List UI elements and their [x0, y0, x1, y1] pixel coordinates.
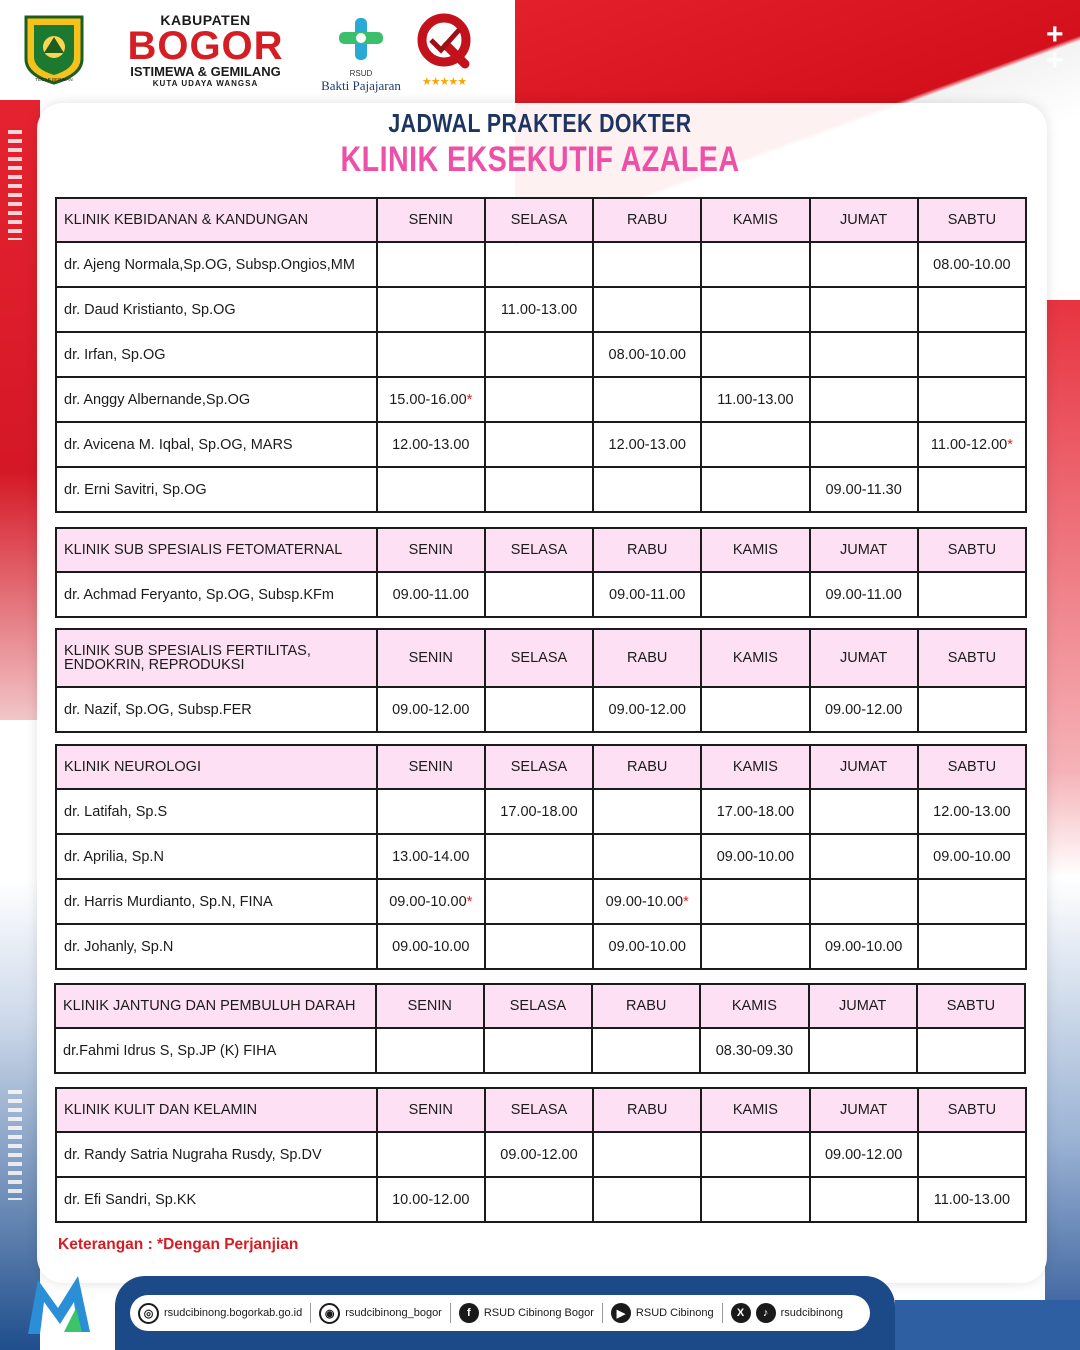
- schedule-cell: 12.00-13.00: [377, 422, 485, 467]
- page-title: JADWAL PRAKTEK DOKTER: [388, 108, 692, 138]
- motto-text: KUTA UDAYA WANGSA: [152, 79, 259, 88]
- schedule-cell: [701, 332, 809, 377]
- schedule-cell: [810, 377, 918, 422]
- table-header-row: [56, 629, 1026, 687]
- day-header: SABTU: [918, 198, 1026, 242]
- schedule-cell: [918, 924, 1026, 969]
- day-header: SABTU: [918, 745, 1026, 789]
- schedule-cell: [810, 422, 918, 467]
- divider: [450, 1303, 451, 1323]
- plus-icon: +: [1046, 44, 1064, 77]
- schedule-cell: [485, 422, 593, 467]
- schedule-table-neurologi: [55, 744, 1027, 970]
- schedule-cell: 09.00-10.00: [377, 924, 485, 969]
- schedule-cell: [918, 332, 1026, 377]
- day-header: KAMIS: [701, 198, 809, 242]
- day-header: KAMIS: [700, 984, 808, 1028]
- schedule-cell: [485, 1177, 593, 1222]
- schedule-cell: [701, 1132, 809, 1177]
- schedule-cell: [485, 879, 593, 924]
- footnote: Keterangan : *Dengan Perjanjian: [58, 1236, 299, 1253]
- schedule-cell: 09.00-10.00: [701, 834, 809, 879]
- schedule-cell: [377, 1132, 485, 1177]
- table-row: [56, 834, 1026, 879]
- day-header: JUMAT: [810, 1088, 918, 1132]
- table-row: [56, 1132, 1026, 1177]
- doctor-name: dr. Anggy Albernande,Sp.OG: [56, 377, 377, 422]
- schedule-cell: 08.00-10.00: [593, 332, 701, 377]
- doctor-name: dr. Harris Murdianto, Sp.N, FINA: [56, 879, 377, 924]
- schedule-cell: [918, 287, 1026, 332]
- schedule-cell: [484, 1028, 592, 1073]
- schedule-cell: [810, 834, 918, 879]
- schedule-cell: [810, 1177, 918, 1222]
- doctor-name: dr. Aprilia, Sp.N: [56, 834, 377, 879]
- schedule-cell: [810, 332, 918, 377]
- rating-stars: ★★★★★: [421, 76, 467, 88]
- facebook-text: RSUD Cibinong Bogor: [483, 1307, 594, 1319]
- doctor-name: dr. Johanly, Sp.N: [56, 924, 377, 969]
- doctor-name: dr. Nazif, Sp.OG, Subsp.FER: [56, 687, 377, 732]
- bogor-text: BOGOR: [127, 24, 284, 68]
- schedule-cell: [485, 467, 593, 512]
- table-row: [56, 1177, 1026, 1222]
- schedule-cell: [917, 1028, 1025, 1073]
- schedule-cell: [701, 242, 809, 287]
- instagram-text: rsudcibinong_bogor: [345, 1307, 442, 1319]
- schedule-cell: [810, 879, 918, 924]
- appointment-asterisk: *: [466, 893, 473, 910]
- schedule-cell: 17.00-18.00: [701, 789, 809, 834]
- schedule-cell: 09.00-12.00: [377, 687, 485, 732]
- day-header: JUMAT: [810, 528, 918, 572]
- clinic-name: KLINIK KULIT DAN KELAMIN: [56, 1088, 377, 1132]
- doctor-name: dr. Ajeng Normala,Sp.OG, Subsp.Ongios,MM: [56, 242, 377, 287]
- schedule-cell: [592, 1028, 700, 1073]
- table-row: [56, 332, 1026, 377]
- instagram-link[interactable]: [319, 1303, 442, 1324]
- schedule-cell: [918, 879, 1026, 924]
- schedule-cell: [377, 287, 485, 332]
- tiktok-icon: ♪: [756, 1303, 776, 1323]
- schedule-cell: 08.30-09.30: [700, 1028, 808, 1073]
- doctor-name: dr. Daud Kristianto, Sp.OG: [56, 287, 377, 332]
- schedule-cell: 09.00-12.00: [485, 1132, 593, 1177]
- table-row: [56, 422, 1026, 467]
- day-header: SENIN: [377, 528, 485, 572]
- kabupaten-emblem: [22, 13, 86, 85]
- schedule-cell: [485, 332, 593, 377]
- youtube-icon: ▶: [611, 1303, 631, 1323]
- table-header-row: [56, 745, 1026, 789]
- m-brand-logo: [24, 1268, 96, 1340]
- schedule-cell: 11.00-13.00: [485, 287, 593, 332]
- facebook-link[interactable]: [459, 1303, 594, 1323]
- day-header: SELASA: [485, 1088, 593, 1132]
- schedule-cell: 09.00-12.00: [810, 687, 918, 732]
- schedule-cell: [593, 1132, 701, 1177]
- day-header: JUMAT: [810, 745, 918, 789]
- schedule-cell: 09.00-11.00: [810, 572, 918, 617]
- doctor-name: dr. Efi Sandri, Sp.KK: [56, 1177, 377, 1222]
- tagline-text: ISTIMEWA & GEMILANG: [130, 64, 281, 79]
- schedule-cell: [485, 377, 593, 422]
- day-header: JUMAT: [809, 984, 917, 1028]
- clinic-name: KLINIK JANTUNG DAN PEMBULUH DARAH: [55, 984, 376, 1028]
- schedule-cell: 12.00-13.00: [593, 422, 701, 467]
- divider: [602, 1303, 603, 1323]
- schedule-cell: [701, 467, 809, 512]
- page-subtitle: KLINIK EKSEKUTIF AZALEA: [340, 140, 740, 179]
- schedule-cell: [377, 332, 485, 377]
- accreditation-logo: [410, 12, 478, 90]
- schedule-cell: [918, 377, 1026, 422]
- schedule-cell: [485, 834, 593, 879]
- clinic-name: KLINIK SUB SPESIALIS FERTILITAS, ENDOKRIN, REPRODUKSI: [56, 629, 377, 687]
- schedule-cell: 13.00-14.00: [377, 834, 485, 879]
- schedule-cell: 12.00-13.00: [918, 789, 1026, 834]
- day-header: KAMIS: [701, 745, 809, 789]
- schedule-cell: 09.00-11.00: [593, 572, 701, 617]
- divider: [722, 1303, 723, 1323]
- schedule-cell: [593, 1177, 701, 1222]
- schedule-cell: [377, 789, 485, 834]
- schedule-cell: [593, 242, 701, 287]
- schedule-cell: [593, 467, 701, 512]
- day-header: SELASA: [484, 984, 592, 1028]
- globe-icon: ◎: [138, 1303, 159, 1324]
- schedule-cell: [918, 1132, 1026, 1177]
- youtube-link[interactable]: [611, 1303, 714, 1323]
- cross-icon: [335, 14, 387, 64]
- day-header: SABTU: [918, 629, 1026, 687]
- day-header: SABTU: [918, 1088, 1026, 1132]
- day-header: RABU: [593, 629, 701, 687]
- schedule-cell: [593, 287, 701, 332]
- schedule-cell: [485, 924, 593, 969]
- schedule-cell: 09.00-10.00*: [377, 879, 485, 924]
- day-header: KAMIS: [701, 528, 809, 572]
- day-header: SELASA: [485, 629, 593, 687]
- youtube-text: RSUD Cibinong: [635, 1307, 714, 1319]
- day-header: RABU: [593, 745, 701, 789]
- schedule-cell: [593, 789, 701, 834]
- background-right-strip: [1045, 300, 1080, 1350]
- day-header: SENIN: [377, 629, 485, 687]
- doctor-name: dr. Latifah, Sp.S: [56, 789, 377, 834]
- schedule-cell: 09.00-12.00: [810, 1132, 918, 1177]
- schedule-cell: [376, 1028, 484, 1073]
- day-header: RABU: [593, 198, 701, 242]
- schedule-cell: [377, 242, 485, 287]
- schedule-cell: [918, 572, 1026, 617]
- table-row: [56, 572, 1026, 617]
- footer-corner: [895, 1300, 1080, 1350]
- day-header: KAMIS: [701, 629, 809, 687]
- day-header: JUMAT: [810, 198, 918, 242]
- schedule-table-kebidanan: [55, 197, 1027, 513]
- table-row: [56, 287, 1026, 332]
- schedule-cell: [810, 242, 918, 287]
- schedule-cell: 08.00-10.00: [918, 242, 1026, 287]
- table-row: [56, 687, 1026, 732]
- schedule-cell: [809, 1028, 917, 1073]
- table-row: [56, 924, 1026, 969]
- clinic-name: KLINIK NEUROLOGI: [56, 745, 377, 789]
- schedule-table-fertilitas: [55, 628, 1027, 733]
- schedule-cell: 09.00-12.00: [593, 687, 701, 732]
- kabupaten-text: KABUPATEN: [160, 12, 251, 28]
- table-row: [56, 467, 1026, 512]
- x-tiktok-text: rsudcibinong: [780, 1307, 843, 1319]
- day-header: JUMAT: [810, 629, 918, 687]
- appointment-asterisk: *: [466, 391, 473, 408]
- schedule-table-jantung: [54, 983, 1026, 1074]
- schedule-cell: 15.00-16.00*: [377, 377, 485, 422]
- table-row: [55, 1028, 1025, 1073]
- day-header: RABU: [593, 528, 701, 572]
- doctor-name: dr. Erni Savitri, Sp.OG: [56, 467, 377, 512]
- table-header-row: [56, 198, 1026, 242]
- day-header: SELASA: [485, 745, 593, 789]
- day-header: RABU: [593, 1088, 701, 1132]
- schedule-cell: [701, 1177, 809, 1222]
- decorative-dots: [8, 1090, 22, 1200]
- day-header: SENIN: [377, 745, 485, 789]
- day-header: SENIN: [377, 1088, 485, 1132]
- divider: [310, 1303, 311, 1323]
- day-header: SENIN: [376, 984, 484, 1028]
- table-header-row: [56, 528, 1026, 572]
- table-row: [56, 879, 1026, 924]
- doctor-name: dr. Achmad Feryanto, Sp.OG, Subsp.KFm: [56, 572, 377, 617]
- rsud-small-text: RSUD: [349, 69, 373, 78]
- schedule-cell: 09.00-11.00: [377, 572, 485, 617]
- schedule-cell: 09.00-10.00: [810, 924, 918, 969]
- doctor-name: dr.Fahmi Idrus S, Sp.JP (K) FIHA: [55, 1028, 376, 1073]
- schedule-cell: [485, 687, 593, 732]
- schedule-cell: [701, 287, 809, 332]
- clinic-name: KLINIK SUB SPESIALIS FETOMATERNAL: [56, 528, 377, 572]
- schedule-cell: 11.00-12.00*: [918, 422, 1026, 467]
- social-links-bar: [130, 1295, 870, 1331]
- instagram-icon: ◉: [319, 1303, 340, 1324]
- schedule-cell: [810, 287, 918, 332]
- schedule-cell: [918, 687, 1026, 732]
- schedule-cell: 10.00-12.00: [377, 1177, 485, 1222]
- x-icon: X: [731, 1303, 751, 1323]
- schedule-table-fetomaternal: [55, 527, 1027, 618]
- clinic-name: KLINIK KEBIDANAN & KANDUNGAN: [56, 198, 377, 242]
- day-header: RABU: [592, 984, 700, 1028]
- rsud-name-text: Bakti Pajajaran: [321, 78, 401, 93]
- schedule-cell: [377, 467, 485, 512]
- schedule-cell: [701, 422, 809, 467]
- schedule-cell: [701, 572, 809, 617]
- table-header-row: [55, 984, 1025, 1028]
- day-header: SELASA: [485, 198, 593, 242]
- facebook-icon: f: [459, 1303, 479, 1323]
- table-header-row: [56, 1088, 1026, 1132]
- doctor-name: dr. Avicena M. Iqbal, Sp.OG, MARS: [56, 422, 377, 467]
- schedule-cell: 09.00-11.30: [810, 467, 918, 512]
- doctor-name: dr. Irfan, Sp.OG: [56, 332, 377, 377]
- table-row: [56, 242, 1026, 287]
- schedule-cell: [810, 789, 918, 834]
- day-header: KAMIS: [701, 1088, 809, 1132]
- bogor-brand-logo: [98, 12, 313, 90]
- schedule-cell: [701, 879, 809, 924]
- schedule-cell: [485, 572, 593, 617]
- website-link[interactable]: [138, 1303, 302, 1324]
- svg-text:TEGAR BERIMAN: TEGAR BERIMAN: [35, 77, 73, 82]
- schedule-table-kulit: [55, 1087, 1027, 1223]
- appointment-asterisk: *: [1007, 436, 1013, 453]
- schedule-cell: [593, 377, 701, 422]
- schedule-cell: 09.00-10.00*: [593, 879, 701, 924]
- day-header: SENIN: [377, 198, 485, 242]
- schedule-cell: 09.00-10.00: [918, 834, 1026, 879]
- schedule-cell: 17.00-18.00: [485, 789, 593, 834]
- schedule-cell: 09.00-10.00: [593, 924, 701, 969]
- website-text: rsudcibinong.bogorkab.go.id: [164, 1307, 303, 1319]
- day-header: SABTU: [918, 528, 1026, 572]
- plus-icon: +: [1046, 18, 1064, 51]
- day-header: SELASA: [485, 528, 593, 572]
- table-row: [56, 377, 1026, 422]
- schedule-cell: [701, 687, 809, 732]
- decorative-dots: [8, 130, 22, 240]
- rsud-bakti-pajajaran-logo: [320, 14, 402, 93]
- schedule-cell: [918, 467, 1026, 512]
- doctor-name: dr. Randy Satria Nugraha Rusdy, Sp.DV: [56, 1132, 377, 1177]
- appointment-asterisk: *: [683, 893, 689, 910]
- x-tiktok-link[interactable]: [731, 1303, 843, 1323]
- schedule-cell: 11.00-13.00: [918, 1177, 1026, 1222]
- schedule-cell: [485, 242, 593, 287]
- table-row: [56, 789, 1026, 834]
- accreditation-q-icon: [413, 12, 475, 70]
- day-header: SABTU: [917, 984, 1025, 1028]
- schedule-cell: [593, 834, 701, 879]
- schedule-cell: [701, 924, 809, 969]
- schedule-cell: 11.00-13.00: [701, 377, 809, 422]
